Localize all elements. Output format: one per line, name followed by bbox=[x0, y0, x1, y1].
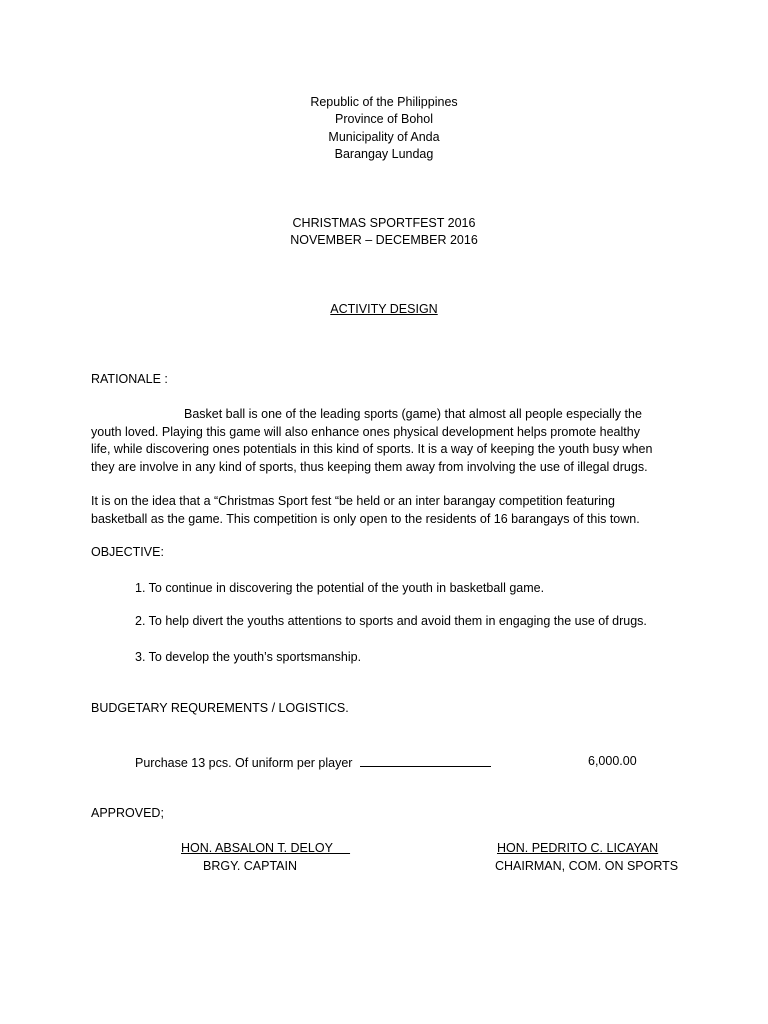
objective-item-3: 3. To develop the youth’s sportsmanship. bbox=[135, 650, 362, 664]
paragraph-line: Basket ball is one of the leading sports (game) that almost all people especially the bbox=[184, 407, 642, 421]
paragraph-line: life, while discovering ones potentials in this kind of sports. It is a way of keeping the youth busy when bbox=[91, 442, 653, 456]
activity-design-heading: ACTIVITY DESIGN bbox=[330, 302, 438, 316]
signatory-2-name: HON. PEDRITO C. LICAYAN bbox=[497, 841, 659, 855]
event-dates: NOVEMBER – DECEMBER 2016 bbox=[290, 233, 478, 248]
rationale-paragraph-1 bbox=[91, 406, 691, 476]
budget-label: BUDGETARY REQUREMENTS / LOGISTICS. bbox=[91, 701, 349, 715]
budget-item-description: Purchase 13 pcs. Of uniform per player bbox=[135, 756, 353, 770]
country-line: Republic of the Philippines bbox=[310, 95, 458, 109]
objective-item-2: 2. To help divert the youths attentions to sports and avoid them in engaging the use of drugs. bbox=[135, 614, 647, 628]
objective-label: OBJECTIVE: bbox=[91, 545, 164, 559]
approved-label: APPROVED; bbox=[91, 806, 164, 820]
blank-underline bbox=[360, 754, 491, 767]
rationale-paragraph-2 bbox=[91, 493, 691, 528]
budget-item-row bbox=[135, 754, 491, 770]
paragraph-line: basketball as the game. This competition is only open to the residents of 16 barangays of this town. bbox=[91, 511, 640, 526]
barangay-line: Barangay Lundag bbox=[334, 147, 434, 162]
rationale-label: RATIONALE : bbox=[91, 372, 168, 386]
paragraph-line: youth loved. Playing this game will also enhance ones physical development helps promote healthy bbox=[91, 424, 640, 439]
budget-amount: 6,000.00 bbox=[588, 754, 637, 768]
objective-item-1: 1. To continue in discovering the potential of the youth in basketball game. bbox=[135, 581, 545, 595]
event-title: CHRISTMAS SPORTFEST 2016 bbox=[292, 216, 476, 230]
province-line: Province of Bohol bbox=[335, 112, 433, 127]
signatory-2-title: CHAIRMAN, COM. ON SPORTS bbox=[495, 859, 679, 873]
municipality-line: Municipality of Anda bbox=[328, 129, 440, 144]
event-title-block bbox=[0, 215, 768, 250]
paragraph-line: they are involve in any kind of sports, thus keeping them away from involving the use of illegal drugs. bbox=[91, 459, 648, 474]
signatory-1-name: HON. ABSALON T. DELOY bbox=[181, 841, 351, 855]
paragraph-line: It is on the idea that a “Christmas Sport fest “be held or an inter barangay competition featuring bbox=[91, 494, 615, 508]
letterhead bbox=[0, 94, 768, 164]
signatory-1-title: BRGY. CAPTAIN bbox=[203, 859, 298, 873]
